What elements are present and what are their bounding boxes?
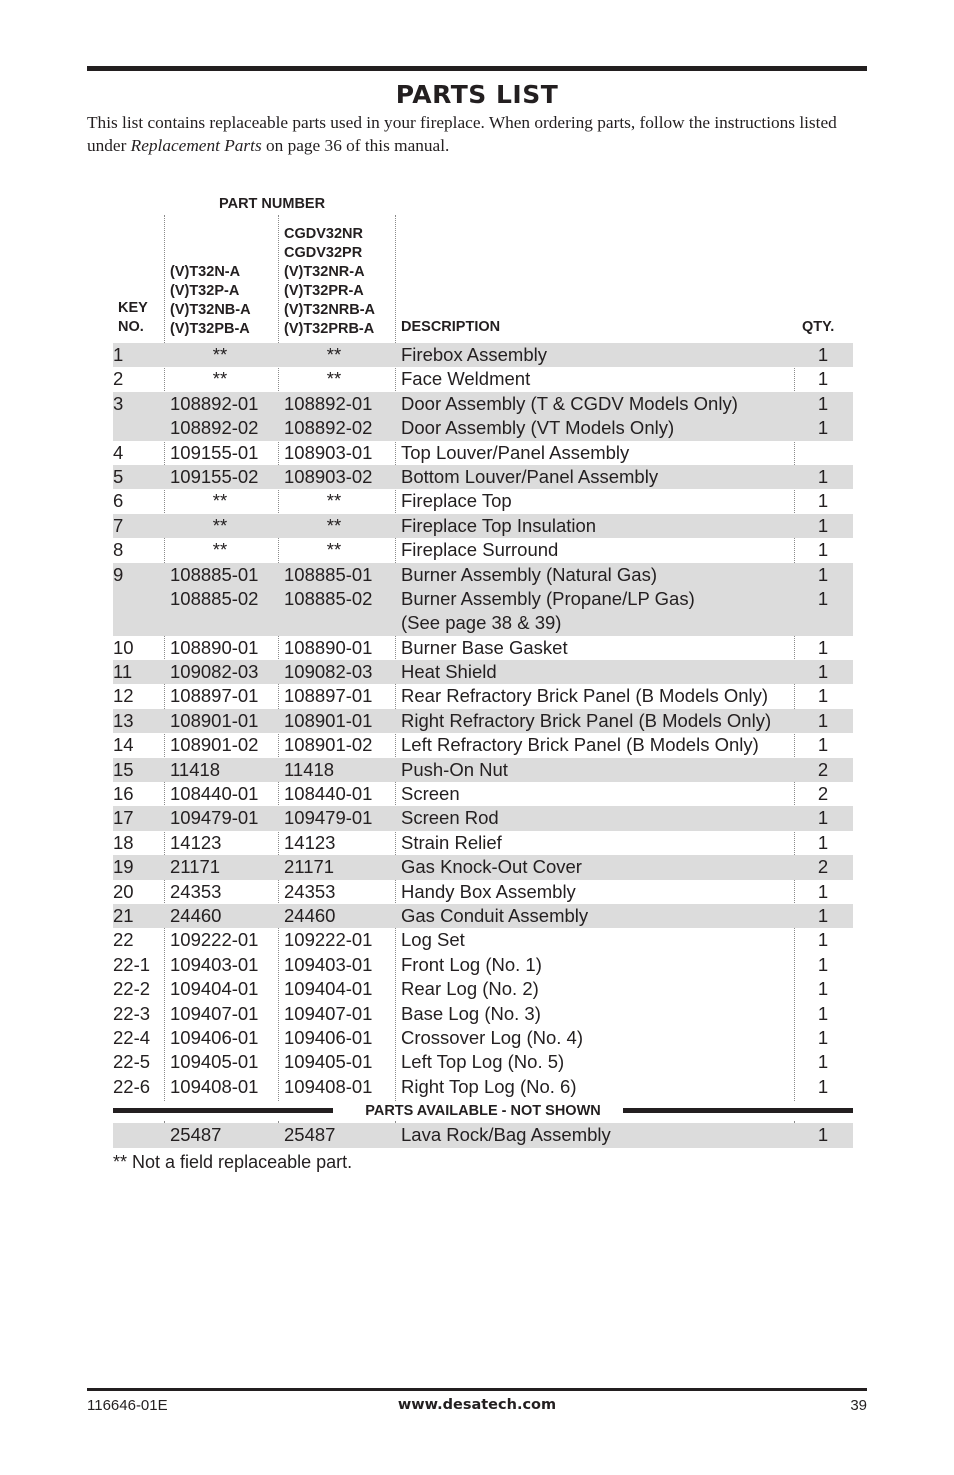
key-number-cell: 14: [113, 734, 134, 756]
part-number-cell: 109082-03: [170, 661, 259, 683]
quantity-cell: 1: [817, 514, 829, 536]
parts-not-shown-label: PARTS AVAILABLE - NOT SHOWN: [359, 1103, 606, 1119]
part-number-cell: 24353: [284, 880, 336, 902]
description-cell: Face Weldment: [401, 368, 531, 390]
part-number-cell: 108892-01: [170, 392, 259, 414]
quantity-cell: 1: [817, 636, 829, 658]
table-row: [113, 904, 853, 928]
part-number-cell: 108440-01: [284, 783, 373, 805]
description-cell: Lava Rock/Bag Assembly: [401, 1124, 611, 1146]
quantity-cell: 1: [817, 539, 829, 561]
key-number-cell: 9: [113, 563, 124, 585]
description-cell: Log Set: [401, 929, 465, 951]
part-number-cell: 109405-01: [170, 1051, 259, 1073]
table-row: [113, 465, 853, 489]
key-number-cell: 6: [113, 490, 124, 512]
part-number-cell: 108885-01: [284, 563, 373, 585]
description-cell: Right Refractory Brick Panel (B Models Only): [401, 709, 772, 731]
part-number-cell: 108897-01: [284, 685, 373, 707]
key-number-cell: 22-1: [113, 953, 151, 975]
table-row: [113, 977, 853, 1001]
key-number-cell: 22-3: [113, 1002, 151, 1024]
description-cell: Base Log (No. 3): [401, 1002, 541, 1024]
quantity-cell: 1: [817, 709, 829, 731]
key-number-cell: 22-5: [113, 1051, 151, 1073]
key-number-cell: 3: [113, 392, 124, 414]
quantity-cell: 1: [817, 465, 829, 487]
part-number-cell: 108901-01: [170, 709, 259, 731]
model-column-1-header: [170, 263, 251, 339]
table-row: [113, 928, 853, 952]
quantity-cell: 1: [817, 734, 829, 756]
part-number-cell: 21171: [284, 856, 335, 878]
table-row: [113, 1002, 853, 1026]
key-number-cell: 8: [113, 539, 124, 561]
part-number-cell: **: [212, 539, 228, 561]
table-row: [113, 514, 853, 538]
part-number-cell: **: [326, 514, 342, 536]
part-number-cell: 109408-01: [170, 1075, 259, 1097]
table-row: [113, 733, 853, 757]
part-number-cell: 24353: [170, 880, 222, 902]
quantity-cell: 1: [817, 563, 829, 585]
model-number: (V)T32P-A: [170, 283, 240, 299]
quantity-cell: 1: [817, 978, 829, 1000]
key-number-cell: 15: [113, 758, 134, 780]
page-number: 39: [850, 1397, 867, 1414]
description-cell: Fireplace Top Insulation: [401, 514, 597, 536]
part-number-cell: 109222-01: [170, 929, 259, 951]
part-number-cell: 109403-01: [170, 953, 259, 975]
description-cell: Burner Assembly (Natural Gas): [401, 563, 658, 585]
model-column-2-header: [284, 225, 375, 339]
table-row: [113, 709, 853, 733]
quantity-cell: 1: [817, 344, 829, 365]
quantity-cell: 1: [817, 807, 829, 829]
key-number-cell: 4: [113, 441, 124, 463]
part-number-cell: 108903-01: [284, 441, 373, 463]
part-number-cell: **: [212, 514, 228, 536]
part-number-cell: 24460: [170, 905, 222, 926]
description-cell: Left Refractory Brick Panel (B Models Only): [401, 734, 759, 756]
part-number-cell: **: [212, 344, 228, 365]
part-number-cell: **: [212, 490, 228, 512]
key-no-header-line1: KEY: [118, 300, 148, 316]
part-number-cell: 108890-01: [170, 636, 259, 658]
table-row: [113, 782, 853, 806]
description-cell: Fireplace Surround: [401, 539, 559, 561]
description-cell: Gas Conduit Assembly: [401, 905, 589, 926]
description-cell: Heat Shield: [401, 661, 497, 683]
table-row: [113, 636, 853, 660]
quantity-cell: 1: [817, 661, 829, 683]
quantity-cell: 1: [817, 1124, 829, 1146]
quantity-cell: 2: [817, 758, 829, 780]
description-header: DESCRIPTION: [401, 319, 501, 335]
divider-label-wrap: [113, 1103, 853, 1119]
table-row: [113, 1050, 853, 1074]
model-number: (V)T32NRB-A: [284, 302, 376, 318]
part-number-cell: 109408-01: [284, 1075, 373, 1097]
table-row: [113, 880, 853, 904]
key-number-cell: 22-2: [113, 978, 151, 1000]
part-number-cell: 109404-01: [170, 978, 259, 1000]
part-number-cell: 109403-01: [284, 953, 373, 975]
quantity-cell: 1: [817, 880, 829, 902]
key-number-cell: 22: [113, 929, 134, 951]
part-number-cell: **: [326, 490, 342, 512]
part-number-cell: 109155-02: [170, 465, 259, 487]
key-number-cell: 20: [113, 880, 134, 902]
table-row: [113, 660, 853, 684]
intro-text-italic: Replacement Parts: [130, 136, 262, 155]
key-no-header: [118, 299, 148, 337]
quantity-cell: 1: [817, 490, 829, 512]
part-number-cell: 108903-02: [284, 465, 373, 487]
model-number: (V)T32PRB-A: [284, 321, 375, 337]
description-cell: Crossover Log (No. 4): [401, 1026, 583, 1048]
part-number-cell: 14123: [170, 831, 222, 853]
part-number-cell: 108440-01: [170, 783, 259, 805]
key-number-cell: 11: [113, 661, 133, 683]
part-number-cell: 14123: [284, 831, 336, 853]
key-number-cell: 21: [113, 905, 134, 926]
quantity-cell: 1: [817, 587, 829, 609]
table-row: [113, 831, 853, 855]
part-number-cell: 109404-01: [284, 978, 373, 1000]
quantity-cell: 1: [817, 929, 829, 951]
description-cell: Left Top Log (No. 5): [401, 1051, 565, 1073]
table-row: [113, 1123, 853, 1147]
top-rule: [87, 66, 867, 71]
part-number-cell: 108901-02: [284, 734, 373, 756]
table-row: [113, 416, 853, 440]
quantity-cell: 1: [817, 392, 829, 414]
footnote: ** Not a field replaceable part.: [113, 1152, 353, 1172]
part-number-cell: 25487: [284, 1124, 336, 1146]
part-number-cell: 21171: [170, 856, 221, 878]
part-number-cell: 11418: [170, 758, 221, 780]
description-cell: Push-On Nut: [401, 758, 508, 780]
table-row: [113, 1075, 853, 1099]
part-number-cell: 109407-01: [170, 1002, 259, 1024]
bottom-rule: [87, 1388, 867, 1391]
part-number-cell: 109406-01: [170, 1026, 259, 1048]
part-number-cell: 108892-02: [170, 417, 259, 439]
intro-text-b: on page 36 of this manual.: [261, 136, 450, 155]
parts-table-body: [113, 343, 853, 1148]
quantity-cell: 1: [817, 368, 829, 390]
part-number-cell: 109406-01: [284, 1026, 373, 1048]
website-link[interactable]: www.desatech.com: [397, 1397, 557, 1413]
qty-header: QTY.: [802, 319, 835, 335]
part-number-cell: 109479-01: [170, 807, 259, 829]
description-cell: Burner Base Gasket: [401, 636, 568, 658]
key-number-cell: 5: [113, 465, 124, 487]
part-number-cell: **: [326, 344, 342, 365]
table-row: [113, 392, 853, 416]
part-number-header: PART NUMBER: [219, 196, 326, 212]
quantity-cell: 1: [817, 1075, 829, 1097]
description-cell: Rear Refractory Brick Panel (B Models Only): [401, 685, 769, 707]
table-row: [113, 806, 853, 830]
part-number-cell: 109407-01: [284, 1002, 373, 1024]
table-row: [113, 855, 853, 879]
intro-paragraph: [87, 111, 872, 157]
page-title: PARTS LIST: [395, 80, 559, 109]
description-cell: Screen Rod: [401, 807, 499, 829]
description-cell: Strain Relief: [401, 831, 502, 853]
intro-text-a: This list contains replaceable parts used in your fireplace. When ordering parts, follow the instructions listed under: [87, 113, 837, 155]
quantity-cell: 1: [817, 831, 829, 853]
key-number-cell: 22-6: [113, 1075, 151, 1097]
table-row: [113, 563, 853, 587]
key-number-cell: 13: [113, 709, 134, 731]
table-row: [113, 489, 853, 513]
quantity-cell: 1: [817, 953, 829, 975]
quantity-cell: 2: [817, 856, 829, 878]
key-number-cell: 19: [113, 856, 134, 878]
part-number-cell: 25487: [170, 1124, 222, 1146]
part-number-cell: 108901-02: [170, 734, 259, 756]
document-number: 116646-01E: [87, 1397, 168, 1414]
description-cell: Rear Log (No. 2): [401, 978, 539, 1000]
table-row: [113, 343, 853, 367]
part-number-cell: 109082-03: [284, 661, 373, 683]
description-cell: Handy Box Assembly: [401, 880, 576, 902]
key-number-cell: 17: [113, 807, 134, 829]
description-cell: Bottom Louver/Panel Assembly: [401, 465, 659, 487]
quantity-cell: 1: [817, 685, 829, 707]
part-number-cell: **: [326, 368, 342, 390]
model-number: (V)T32NR-A: [284, 264, 365, 280]
description-cell: Firebox Assembly: [401, 344, 547, 365]
part-number-cell: 108885-01: [170, 563, 259, 585]
part-number-cell: 108885-02: [170, 587, 259, 609]
part-number-cell: **: [212, 368, 228, 390]
part-number-cell: 108892-02: [284, 417, 373, 439]
description-cell: Screen: [401, 783, 460, 805]
part-number-cell: 108885-02: [284, 587, 373, 609]
part-number-cell: 109479-01: [284, 807, 373, 829]
table-row: [113, 953, 853, 977]
part-number-cell: 109405-01: [284, 1051, 373, 1073]
table-row: [113, 367, 853, 391]
table-row: [113, 587, 853, 636]
parts-not-shown-divider: [113, 1099, 853, 1123]
description-cell: Door Assembly (VT Models Only): [401, 417, 675, 439]
part-number-cell: 11418: [284, 758, 335, 780]
description-cell: Right Top Log (No. 6): [401, 1075, 577, 1097]
quantity-cell: 1: [817, 417, 829, 439]
key-no-header-line2: NO.: [118, 319, 144, 335]
key-number-cell: 22-4: [113, 1026, 151, 1048]
part-number-cell: 108901-01: [284, 709, 373, 731]
quantity-cell: 1: [817, 905, 829, 926]
part-number-cell: 24460: [284, 905, 336, 926]
model-number: (V)T32PR-A: [284, 283, 364, 299]
table-row: [113, 758, 853, 782]
description-cell: Front Log (No. 1): [401, 953, 542, 975]
table-row: [113, 538, 853, 562]
key-number-cell: 12: [113, 685, 134, 707]
part-number-cell: 109155-01: [170, 441, 259, 463]
table-row: [113, 441, 853, 465]
description-cell: Door Assembly (T & CGDV Models Only): [401, 392, 738, 414]
model-number: (V)T32PB-A: [170, 321, 250, 337]
table-row: [113, 1026, 853, 1050]
description-cell: Burner Assembly (Propane/LP Gas) (See page 38 & 39): [401, 587, 695, 634]
quantity-cell: 1: [817, 1026, 829, 1048]
description-cell: Fireplace Top: [401, 490, 512, 512]
table-row: [113, 684, 853, 708]
quantity-cell: 2: [817, 783, 829, 805]
description-cell: Gas Knock-Out Cover: [401, 856, 582, 878]
quantity-cell: 1: [817, 1051, 829, 1073]
key-number-cell: 16: [113, 783, 134, 805]
key-number-cell: 10: [113, 636, 134, 658]
model-number: (V)T32NB-A: [170, 302, 251, 318]
model-number: CGDV32NR: [284, 226, 363, 242]
key-number-cell: 1: [113, 344, 124, 365]
part-number-cell: 108897-01: [170, 685, 259, 707]
key-number-cell: 7: [113, 514, 124, 536]
part-number-cell: 108890-01: [284, 636, 373, 658]
part-number-cell: 108892-01: [284, 392, 373, 414]
quantity-cell: 1: [817, 1002, 829, 1024]
part-number-cell: 109222-01: [284, 929, 373, 951]
part-number-cell: **: [326, 539, 342, 561]
description-cell: Top Louver/Panel Assembly: [401, 441, 630, 463]
model-number: (V)T32N-A: [170, 264, 241, 280]
key-number-cell: 18: [113, 831, 134, 853]
key-number-cell: 2: [113, 368, 124, 390]
model-number: CGDV32PR: [284, 245, 363, 261]
